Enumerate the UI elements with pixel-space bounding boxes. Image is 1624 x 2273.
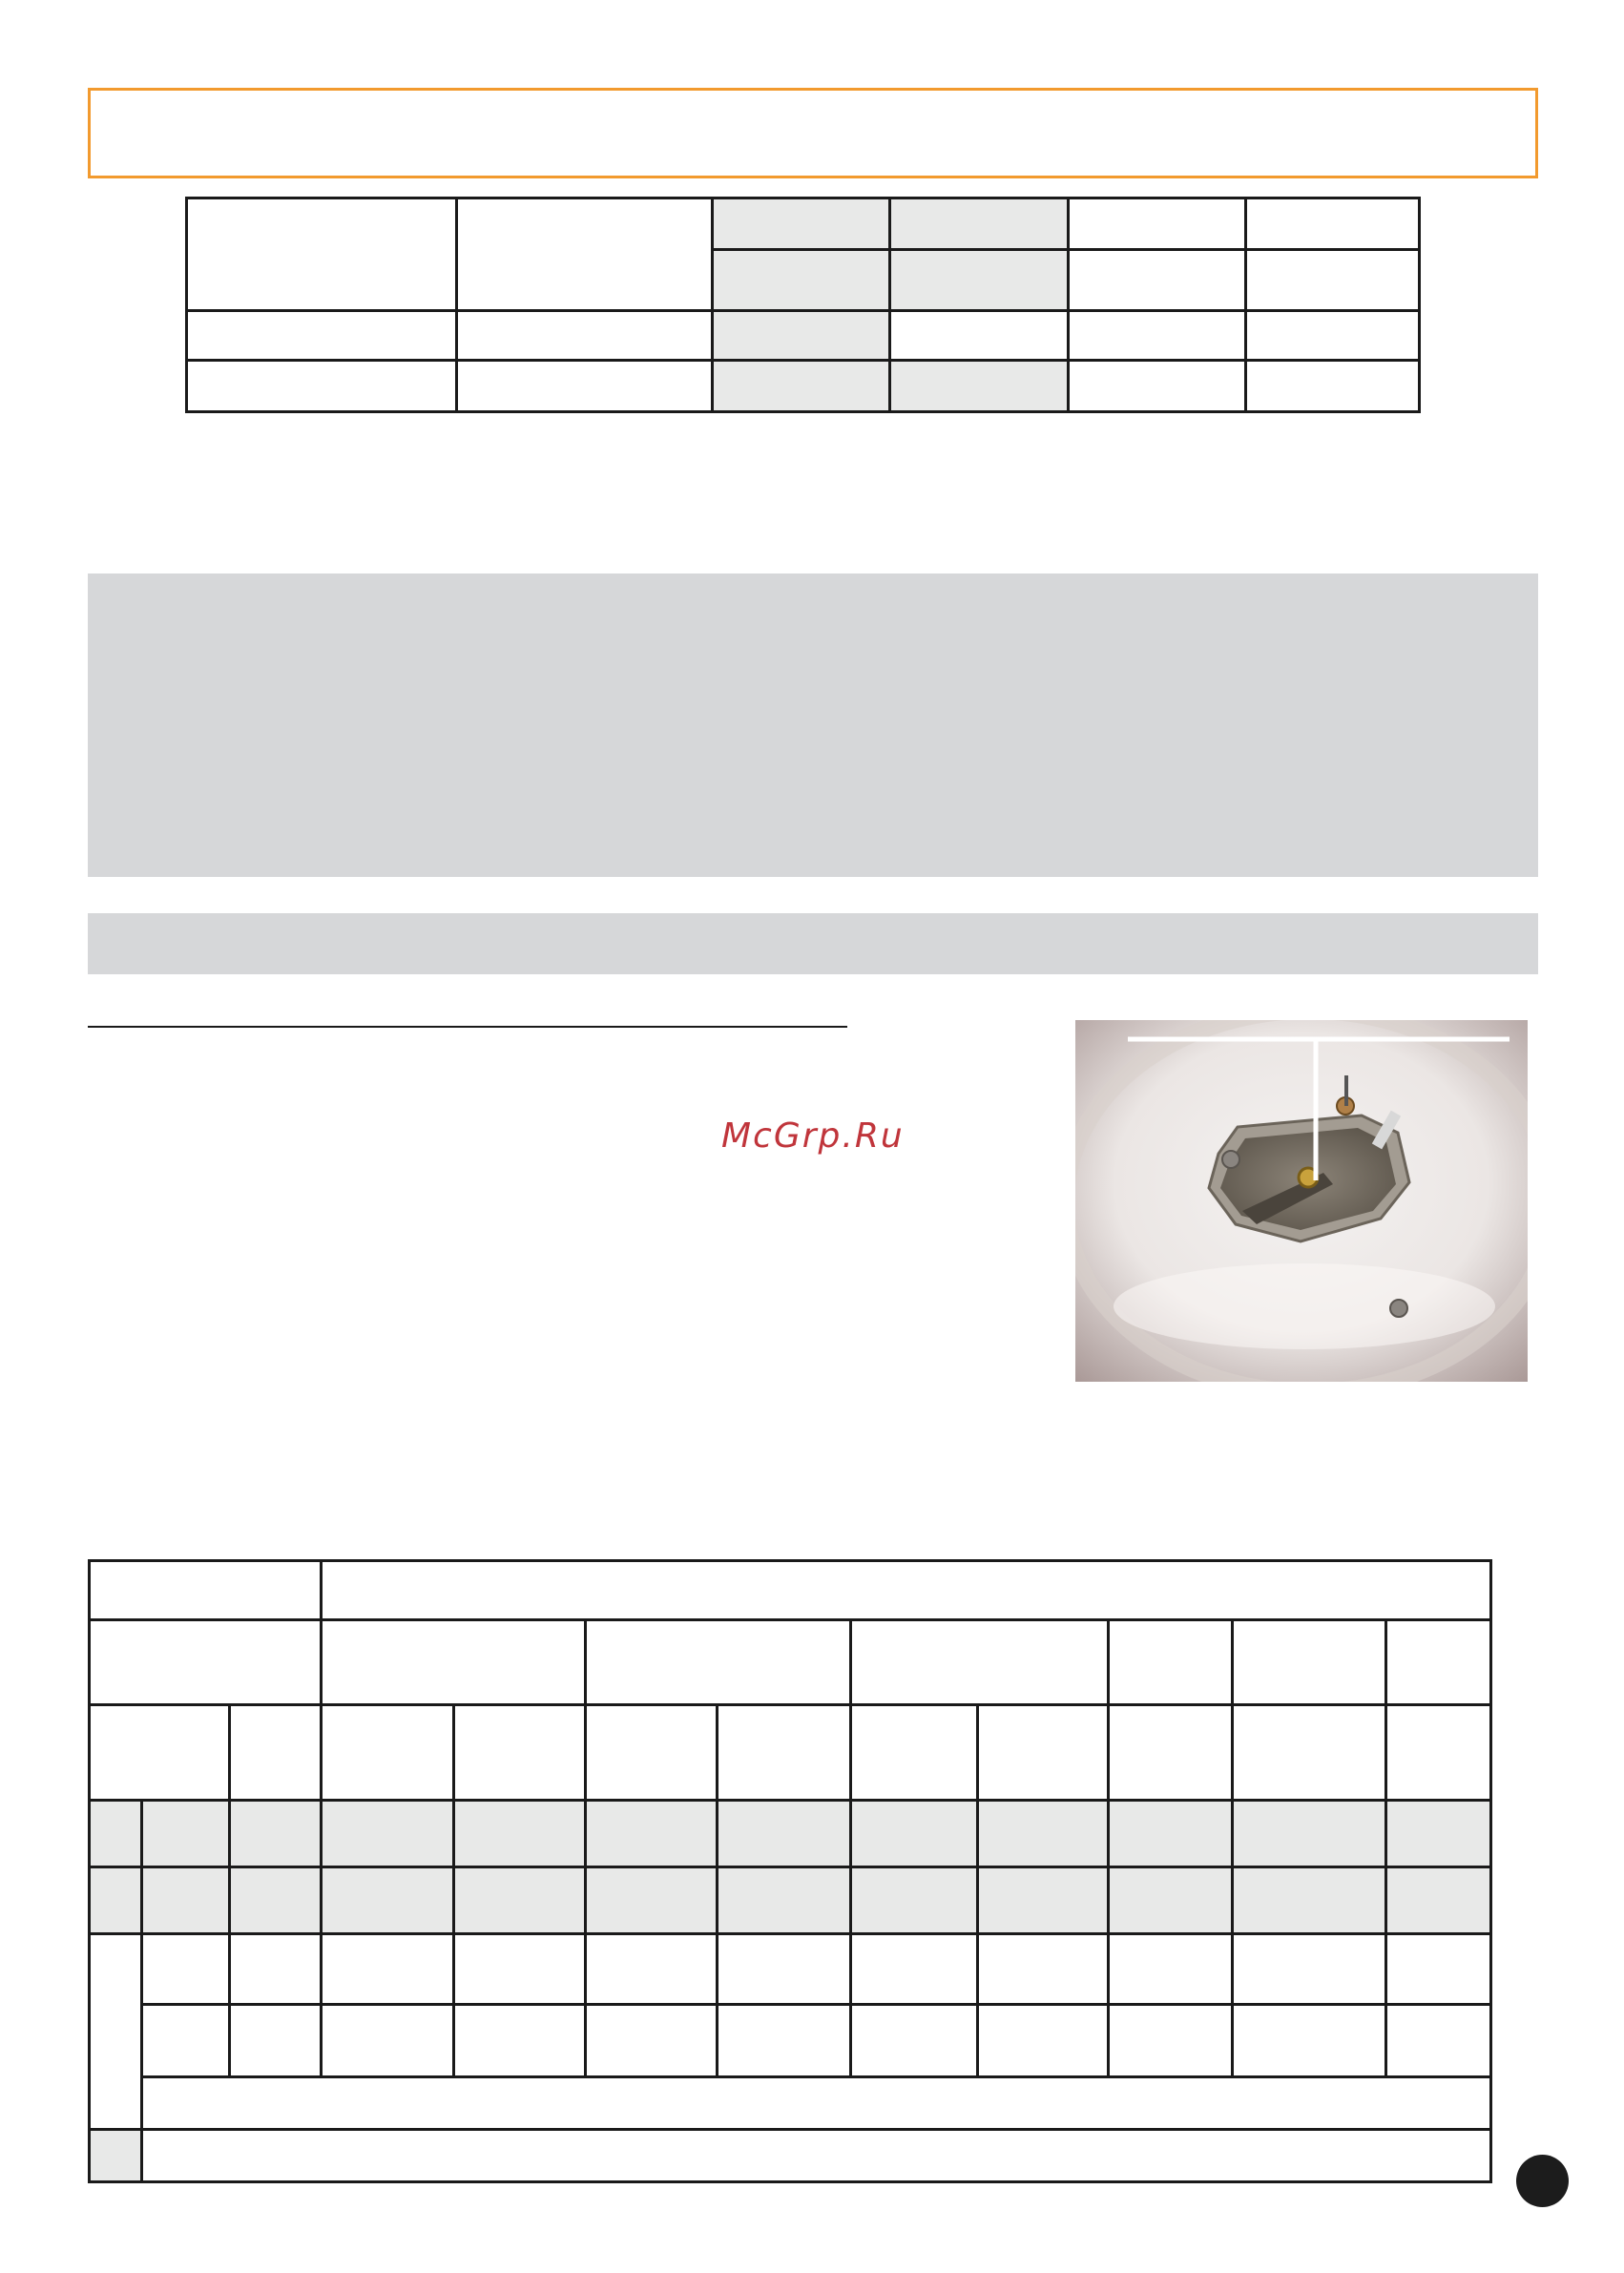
table-row — [90, 1561, 1491, 1620]
table-cell — [1233, 1801, 1386, 1867]
table-cell — [1069, 250, 1246, 311]
table-cell — [978, 1867, 1109, 1934]
table-cell — [978, 2005, 1109, 2077]
table-cell — [1233, 1620, 1386, 1705]
table-cell — [454, 1934, 586, 2005]
table-row — [90, 2005, 1491, 2077]
table-cell — [230, 1867, 322, 1934]
table-cell — [1386, 2005, 1491, 2077]
table-cell — [586, 1801, 718, 1867]
table-cell — [457, 198, 713, 311]
table-cell — [890, 250, 1069, 311]
table-cell — [718, 1801, 851, 1867]
table-cell — [718, 1934, 851, 2005]
table-cell — [1233, 1705, 1386, 1801]
table-cell — [851, 2005, 978, 2077]
table-cell — [90, 1934, 142, 2130]
table-cell — [890, 311, 1069, 361]
table-cell — [230, 1801, 322, 1867]
table-cell — [851, 1801, 978, 1867]
table-row — [187, 361, 1420, 412]
burner-photo-image — [1075, 1020, 1528, 1382]
table-cell — [713, 198, 890, 250]
table-cell — [713, 311, 890, 361]
table-row — [90, 1705, 1491, 1801]
table-cell — [713, 250, 890, 311]
table-cell — [1246, 311, 1420, 361]
table-row — [90, 2130, 1491, 2182]
table-row — [187, 311, 1420, 361]
table-cell — [230, 2005, 322, 2077]
table-cell — [1386, 1705, 1491, 1801]
table-cell — [851, 1705, 978, 1801]
page-number-badge — [1516, 2155, 1569, 2207]
table-cell — [1386, 1620, 1491, 1705]
table-cell — [1109, 1934, 1233, 2005]
table-cell — [142, 1867, 230, 1934]
table-cell — [454, 1705, 586, 1801]
table-cell — [322, 2005, 454, 2077]
table-cell — [1246, 198, 1420, 250]
table-cell — [142, 2005, 230, 2077]
table-cell — [890, 198, 1069, 250]
table-cell — [851, 1867, 978, 1934]
table-cell — [1109, 1705, 1233, 1801]
table-row — [90, 1867, 1491, 1934]
table-cell — [230, 1934, 322, 2005]
specs-table — [185, 197, 1421, 413]
table-cell — [586, 1620, 851, 1705]
table-cell — [187, 361, 457, 412]
table-cell — [1233, 2005, 1386, 2077]
table-cell — [90, 1801, 142, 1867]
table-cell — [586, 1934, 718, 2005]
table-cell — [454, 2005, 586, 2077]
table-cell — [713, 361, 890, 412]
burner-photo — [1075, 1020, 1528, 1382]
table-cell — [454, 1801, 586, 1867]
table-cell — [1109, 1801, 1233, 1867]
table-cell — [1069, 361, 1246, 412]
table-cell — [90, 1620, 322, 1705]
table-row — [90, 2077, 1491, 2130]
table-cell — [90, 1867, 142, 1934]
table-cell — [454, 1867, 586, 1934]
table-cell — [978, 1934, 1109, 2005]
info-panel — [88, 573, 1538, 877]
table-cell — [1233, 1934, 1386, 2005]
section-bar — [88, 913, 1538, 974]
table-cell — [586, 1867, 718, 1934]
table-cell — [457, 361, 713, 412]
table-cell — [718, 1705, 851, 1801]
section-rule — [88, 1026, 847, 1028]
table-cell — [90, 1705, 230, 1801]
table-row — [187, 198, 1420, 250]
table-cell — [1109, 1620, 1233, 1705]
header-frame — [88, 88, 1538, 178]
table-cell — [1069, 311, 1246, 361]
table-cell — [142, 2130, 1491, 2182]
table-cell — [187, 198, 457, 311]
table-cell — [187, 311, 457, 361]
table-cell — [1109, 1867, 1233, 1934]
table-cell — [718, 2005, 851, 2077]
table-cell — [1109, 2005, 1233, 2077]
table-cell — [1233, 1867, 1386, 1934]
table-cell — [1386, 1934, 1491, 2005]
table-row — [90, 1801, 1491, 1867]
watermark: McGrp.Ru — [721, 1116, 905, 1156]
table-cell — [1246, 250, 1420, 311]
table-cell — [586, 1705, 718, 1801]
page-number — [1516, 2155, 1569, 2207]
table-cell — [851, 1934, 978, 2005]
table-row — [90, 1934, 1491, 2005]
table-cell — [322, 1620, 586, 1705]
table-cell — [1386, 1867, 1491, 1934]
table-row — [90, 1620, 1491, 1705]
table-cell — [978, 1705, 1109, 1801]
table-cell — [322, 1561, 1491, 1620]
table-cell — [90, 1561, 322, 1620]
table-cell — [1069, 198, 1246, 250]
table-cell — [1386, 1801, 1491, 1867]
table-cell — [142, 1801, 230, 1867]
table-cell — [142, 2077, 1491, 2130]
table-cell — [230, 1705, 322, 1801]
table-cell — [718, 1867, 851, 1934]
table-cell — [851, 1620, 1109, 1705]
table-cell — [978, 1801, 1109, 1867]
table-cell — [586, 2005, 718, 2077]
table-cell — [142, 1934, 230, 2005]
table-cell — [322, 1934, 454, 2005]
table-cell — [890, 361, 1069, 412]
data-table — [88, 1559, 1492, 2183]
table-cell — [322, 1705, 454, 1801]
table-cell — [90, 2130, 142, 2182]
table-cell — [1246, 361, 1420, 412]
table-cell — [457, 311, 713, 361]
table-cell — [322, 1801, 454, 1867]
table-cell — [322, 1867, 454, 1934]
